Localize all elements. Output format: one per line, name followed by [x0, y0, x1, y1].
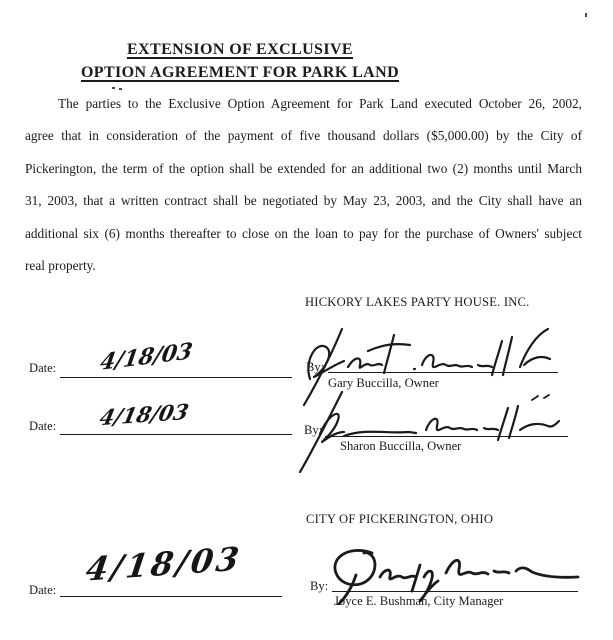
body-line: 31, 2003, that a written contract shall be negotiated by May 23, 2003, and the City shall have an — [25, 193, 582, 209]
party-heading-city: CITY OF PICKERINGTON, OHIO — [306, 512, 494, 526]
handwritten-date: 4/18/03 — [97, 398, 192, 431]
scan-speck — [585, 13, 587, 17]
by-label: By: — [310, 579, 329, 593]
printed-name-gary: Gary Buccilla, Owner — [328, 376, 439, 390]
by-label: By: — [306, 360, 325, 374]
document-title-line1: EXTENSION OF EXCLUSIVE — [126, 41, 354, 58]
by-label: By: — [304, 423, 323, 437]
body-line: additional six (6) months thereafter to close on the loan to pay for the purchase of Owners' subject — [25, 225, 582, 241]
body-line: The parties to the Exclusive Option Agreement for Park Land executed October 26, 2002, — [58, 96, 582, 111]
handwritten-date: 4/18/03 — [83, 539, 245, 589]
scan-speck — [119, 88, 122, 90]
body-line: Pickerington, the term of the option shall be extended for an additional two (2) months until March — [25, 160, 582, 176]
document-title-line2: OPTION AGREEMENT FOR PARK LAND — [80, 64, 400, 81]
body-line: real property. — [25, 257, 96, 273]
date-label: Date: — [29, 419, 57, 433]
document-title — [0, 38, 480, 84]
scan-speck — [112, 87, 115, 89]
date-label: Date: — [29, 361, 57, 375]
party-heading-hickory-lakes: HICKORY LAKES PARTY HOUSE. INC. — [305, 295, 530, 309]
printed-name-joyce: Joyce E. Bushman, City Manager — [334, 594, 504, 608]
body-line: agree that in consideration of the payment of five thousand dollars ($5,000.00) by the City of — [25, 128, 582, 144]
handwritten-date: 4/18/03 — [98, 337, 195, 377]
printed-name-sharon: Sharon Buccilla, Owner — [340, 439, 462, 453]
sharon-buccilla-signature — [296, 388, 561, 473]
date-label: Date: — [29, 583, 57, 597]
agreement-body — [25, 94, 582, 288]
